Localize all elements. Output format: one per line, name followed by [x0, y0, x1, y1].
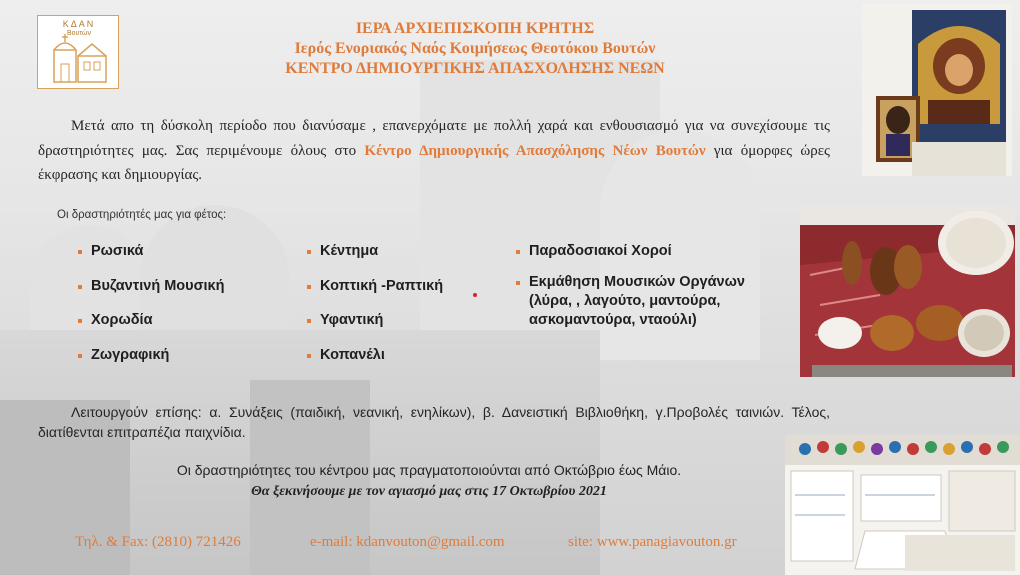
list-item: Βυζαντινή Μουσική	[78, 277, 224, 296]
intro-highlight: Κέντρο Δημιουργικής Απασχόλησης Νέων Βουτών	[364, 142, 706, 159]
list-item: Ρωσικά	[78, 242, 224, 261]
church-icon	[38, 16, 120, 90]
list-item: Κέντημα	[307, 242, 443, 261]
embroidery-image	[785, 435, 1020, 575]
schedule-months: Οι δραστηριότητες του κέντρου μας πραγματοποιούνται από Οκτώβριο έως Μάιο.	[176, 462, 682, 478]
header-archdiocese: ΙΕΡΑ ΑΡΧΙΕΠΙΣΚΟΠΗ ΚΡΗΤΗΣ	[355, 20, 595, 37]
list-item: Εκμάθηση Μουσικών Οργάνων (λύρα, , λαγούτο, μαντούρα, ασκομαντούρα, νταούλι)	[516, 273, 791, 330]
logo-abbr: ΚΔΑΝ	[62, 19, 96, 29]
also-paragraph: Λειτουργούν επίσης: α. Συνάξεις (παιδική, νεανική, ενηλίκων), β. Δανειστική Βιβλιοθήκη, γ.Προβολές ταινιών. Τέλος, διατίθενται επιτραπέζια παιχνίδια.	[38, 404, 830, 440]
activities-title: Οι δραστηριότητές μας για φέτος:	[57, 209, 227, 221]
activities-column-2	[307, 242, 443, 380]
list-item: Ζωγραφική	[78, 346, 224, 365]
list-item: Κοπτική -Ραπτική	[307, 277, 443, 296]
list-item: Χορωδία	[78, 311, 224, 330]
contact-phone: Τηλ. & Fax: (2810) 721426	[75, 534, 241, 550]
list-item: Υφαντική	[307, 311, 443, 330]
page-header	[170, 19, 780, 79]
logo-place: Βουτών	[66, 30, 92, 37]
red-dot-mark	[473, 293, 477, 297]
icon-painting-image	[862, 4, 1012, 176]
activities-column-1	[78, 242, 224, 380]
music-instruments-image	[800, 205, 1015, 377]
center-logo	[37, 15, 119, 89]
instruments-photo	[800, 205, 1015, 377]
intro-paragraph	[38, 114, 830, 188]
intro-text-before: Μετά απο τη δύσκολη περίοδο που διανύσαμε , επανερχόματε με πολλή χαρά και ενθουσιασμό για να συνεχίσουμε τις δραστηριότητες μας. Σας περιμένουμε όλους στο	[38, 118, 830, 159]
textiles-photo	[785, 435, 1020, 575]
header-parish: Ιερός Ενοριακός Ναός Κοιμήσεως Θεοτόκου Βουτών	[294, 40, 656, 57]
header-center: ΚΕΝΤΡΟ ΔΗΜΙΟΥΡΓΙΚΗΣ ΑΠΑΣΧΟΛΗΣΗΣ ΝΕΩΝ	[285, 60, 665, 77]
contact-site[interactable]: site: www.panagiavouton.gr	[568, 534, 737, 550]
icons-photo	[862, 4, 1012, 176]
intro-text-after: για όμορφες ώρες έκφρασης και δημιουργίας.	[38, 142, 830, 183]
list-item: Παραδοσιακοί Χοροί	[516, 242, 791, 261]
contact-email[interactable]: e-mail: kdanvouton@gmail.com	[310, 534, 505, 550]
list-item: Κοπανέλι	[307, 346, 443, 365]
schedule-blessing: Θα ξεκινήσουμε με τον αγιασμό μας στις 17 Οκτωβρίου 2021	[251, 484, 607, 499]
activities-column-3	[516, 242, 791, 342]
